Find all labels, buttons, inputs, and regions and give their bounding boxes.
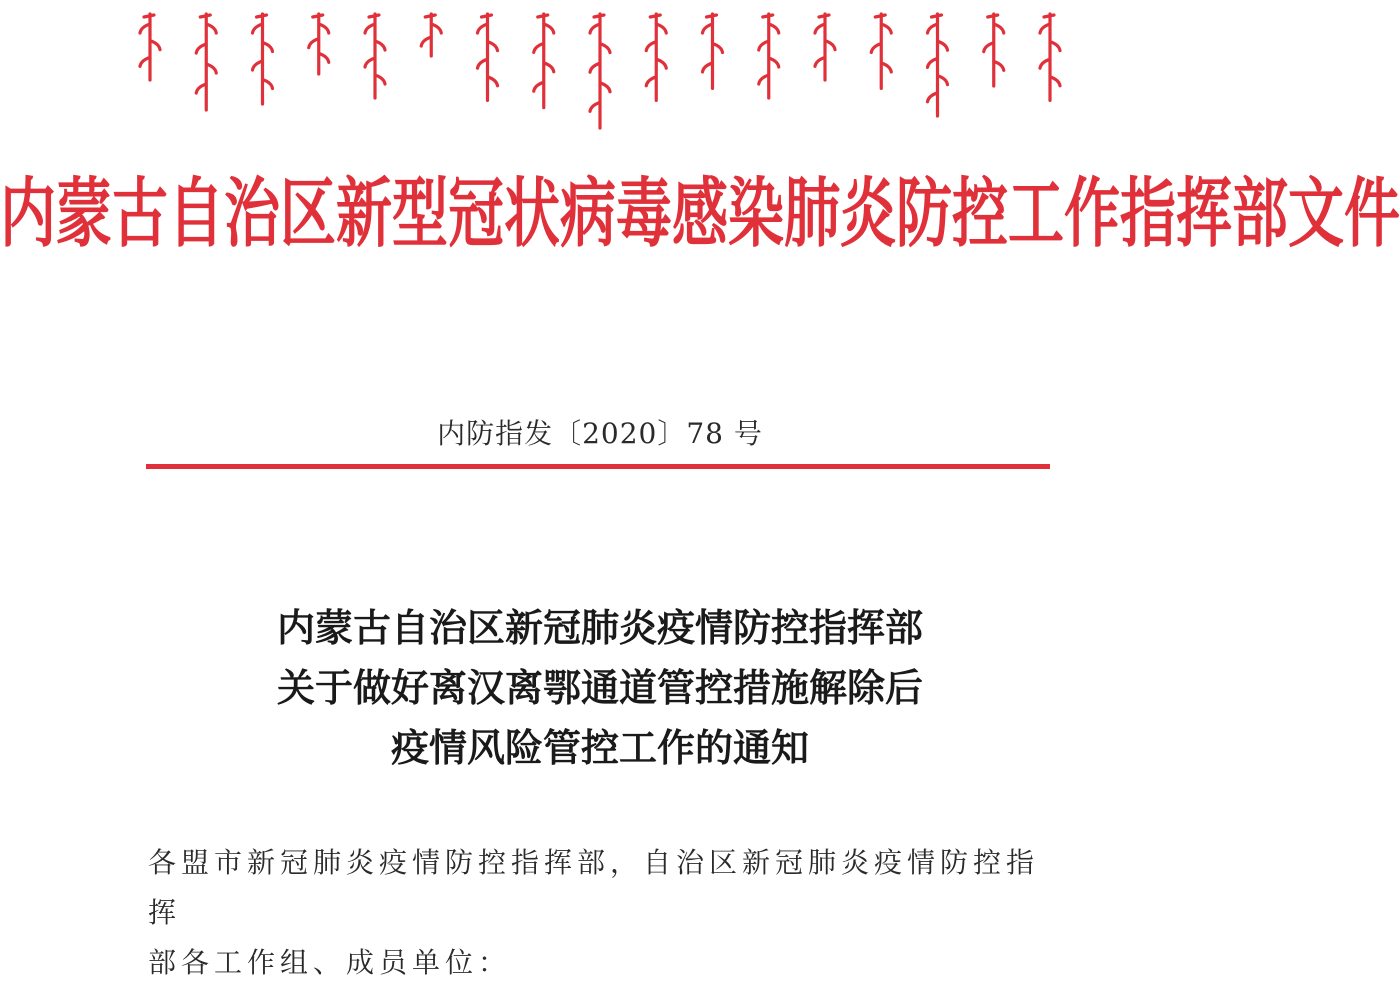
mongolian-word [140,14,160,80]
mongolian-word [1040,14,1060,100]
mongolian-word [928,14,948,116]
notice-title-line: 内蒙古自治区新冠肺炎疫情防控指挥部 [276,605,923,650]
mongolian-word [253,14,273,104]
document-number: 内防指发〔2020〕78 号 [437,417,763,450]
mongolian-word [421,14,441,56]
mongolian-script-masthead [140,8,1060,136]
mongolian-word [365,14,385,98]
salutation-line: 各盟市新冠肺炎疫情防控指挥部，自治区新冠肺炎疫情防控指挥 [148,846,1040,929]
mongolian-script-glyphs [140,14,1060,128]
mongolian-word [646,14,666,100]
mongolian-word [759,14,779,98]
masthead-title: 内蒙古自治区新型冠状病毒感染肺炎防控工作指挥部文件 [0,170,1400,259]
salutation-line: 部各工作组、成员单位： [148,946,512,979]
red-divider-line [146,464,1050,469]
mongolian-word [815,14,835,80]
salutation [148,838,1058,988]
notice-title [0,598,1200,778]
notice-title-line: 疫情风险管控工作的通知 [390,725,809,770]
mongolian-word [534,14,554,108]
mongolian-word [196,14,216,110]
mongolian-word [984,14,1004,86]
mongolian-word [478,14,498,100]
mongolian-word [309,14,329,74]
mongolian-word [871,14,891,88]
notice-title-line: 关于做好离汉离鄂通道管控措施解除后 [276,665,923,710]
mongolian-word [703,14,723,88]
mongolian-word [590,14,610,128]
